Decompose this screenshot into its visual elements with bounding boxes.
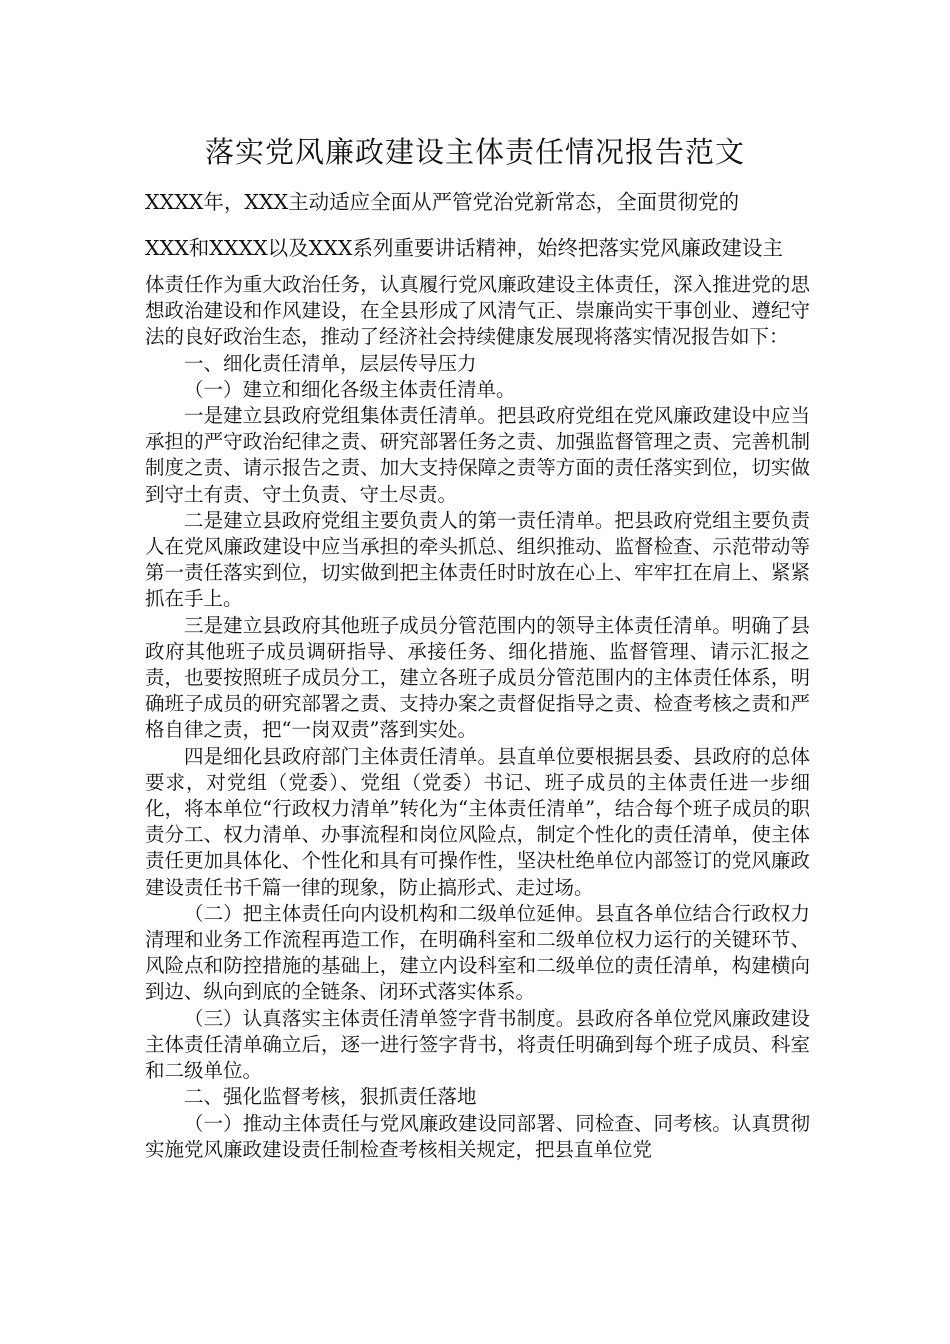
paragraph-item-4: 四是细化县政府部门主体责任清单。县直单位要根据县委、县政府的总体要求，对党组（党委）、党组（党委）书记、班子成员的主体责任进一步细化，将本单位“行政权力清单”转化为“主体责任清单”，结合每个班子成员的职责分工、权力清单、办事流程和岗位风险点，制定个性化的责任清单，使主体责任更加具体化、个性化和具有可操作性，坚决杜绝单位内部签订的党风廉政建设责任书千篇一律的现象，防止搞形式、走过场。 [145,744,810,899]
document-body [145,272,810,1163]
intro-line-2: XXX和XXXX以及XXX系列重要讲话精神，始终把落实党风廉政建设主 [145,236,783,260]
subsection-1-2: （二）把主体责任向内设机构和二级单位延伸。县直各单位结合行政权力清理和业务工作流程再造工作，在明确科室和二级单位权力运行的关键环节、风险点和防控措施的基础上，建立内设科室和二级单位的责任清单，构建横向到边、纵向到底的全链条、闭环式落实体系。 [145,901,810,1004]
paragraph-item-2: 二是建立县政府党组主要负责人的第一责任清单。把县政府党组主要负责人在党风廉政建设中应当承担的牵头抓总、组织推动、监督检查、示范带动等第一责任落实到位，切实做到把主体责任时时放在心上、牢牢扛在肩上、紧紧抓在手上。 [145,508,810,611]
paragraph-continuation: 体责任作为重大政治任务，认真履行党风廉政建设主体责任，深入推进党的思想政治建设和作风建设，在全县形成了风清气正、崇廉尚实干事创业、遵纪守法的良好政治生态，推动了经济社会持续健康发展现将落实情况报告如下： [145,273,810,349]
paragraph-item-1: 一是建立县政府党组集体责任清单。把县政府党组在党风廉政建设中应当承担的严守政治纪律之责、研究部署任务之责、加强监督管理之责、完善机制制度之责、请示报告之责、加大支持保障之责等方面的责任落实到位，切实做到守土有责、守土负责、守土尽责。 [145,404,810,506]
subsection-1-3: （三）认真落实主体责任清单签字背书制度。县政府各单位党风廉政建设主体责任清单确立后，逐一进行签字背书，将责任明确到每个班子成员、科室和二级单位。 [145,1006,810,1083]
subsection-heading-1-1: （一）建立和细化各级主体责任清单。 [184,377,516,401]
paragraph-item-3: 三是建立县政府其他班子成员分管范围内的领导主体责任清单。明确了县政府其他班子成员调研指导、承接任务、细化措施、监督管理、请示汇报之责，也要按照班子成员分工，建立各班子成员分管范围内的主体责任体系，明确班子成员的研究部署之责、支持办案之责督促指导之责、检查考核之责和严格自律之责，把“一岗双责”落到实处。 [145,613,810,742]
section-heading-2: 二、强化监督考核，狠抓责任落地 [184,1085,477,1109]
section-heading-1: 一、细化责任清单，层层传导压力 [184,351,477,375]
intro-line-1: XXXX年，XXX主动适应全面从严管党治党新常态，全面贯彻党的 [145,190,740,214]
subsection-2-1: （一）推动主体责任与党风廉政建设同部署、同检查、同考核。认真贯彻实施党风廉政建设责任制检查考核相关规定，把县直单位党 [145,1111,810,1161]
document-title: 落实党风廉政建设主体责任情况报告范文 [204,135,745,169]
